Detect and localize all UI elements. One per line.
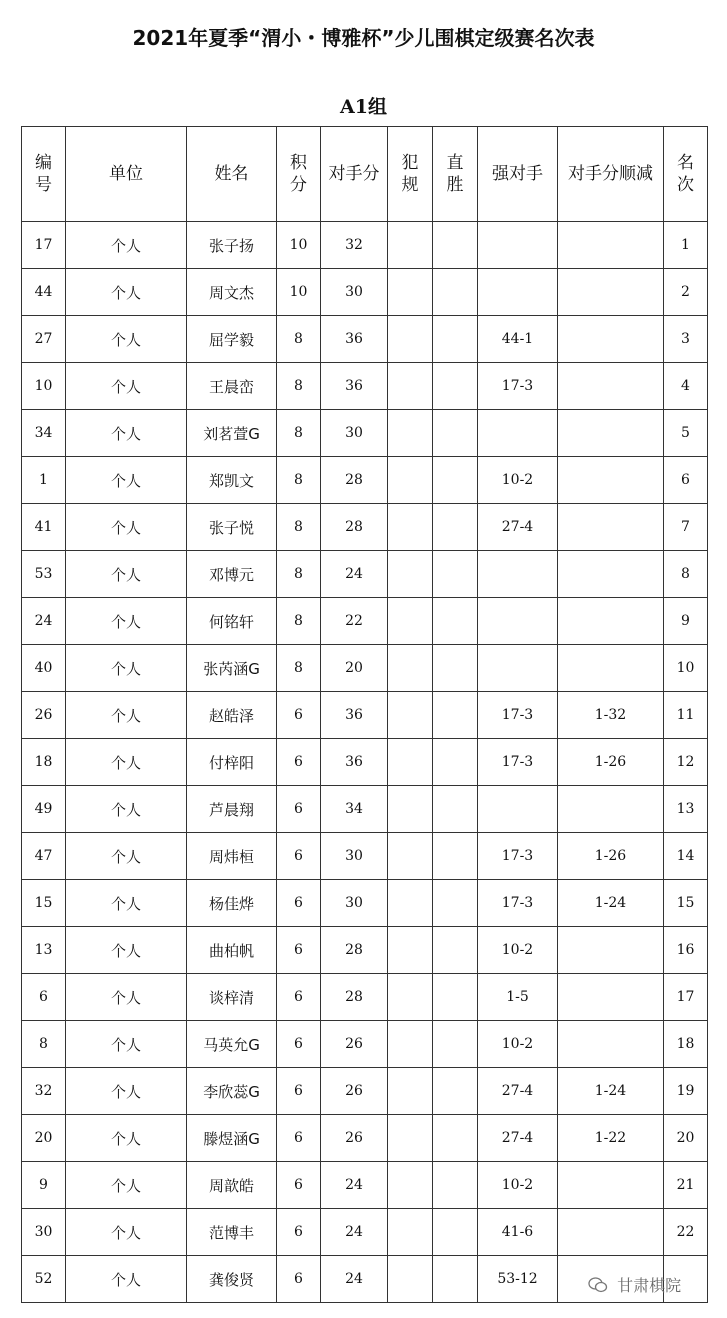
cell-oppdesc (558, 598, 664, 645)
group-title: A1组 (340, 96, 387, 118)
cell-rank: 7 (664, 504, 708, 551)
cell-unit: 个人 (66, 974, 187, 1021)
cell-unit: 个人 (66, 222, 187, 269)
cell-unit: 个人 (66, 363, 187, 410)
cell-strong: 17-3 (478, 833, 558, 880)
cell-num: 1 (22, 457, 66, 504)
cell-rank: 11 (664, 692, 708, 739)
table-row (22, 1021, 708, 1068)
cell-score: 8 (277, 504, 321, 551)
cell-strong: 44-1 (478, 316, 558, 363)
cell-opp: 28 (321, 504, 388, 551)
table-row (22, 551, 708, 598)
cell-direct (433, 598, 478, 645)
cell-oppdesc (558, 410, 664, 457)
header-rank: 名 次 (664, 127, 708, 222)
cell-direct (433, 269, 478, 316)
header-direct-win: 直 胜 (433, 127, 478, 222)
cell-oppdesc (558, 316, 664, 363)
table-row (22, 1162, 708, 1209)
cell-foul (388, 1162, 433, 1209)
cell-score: 8 (277, 410, 321, 457)
cell-strong (478, 269, 558, 316)
cell-unit: 个人 (66, 457, 187, 504)
cell-num: 18 (22, 739, 66, 786)
cell-score: 8 (277, 551, 321, 598)
cell-unit: 个人 (66, 269, 187, 316)
table-row (22, 1209, 708, 1256)
cell-direct (433, 1209, 478, 1256)
cell-rank: 22 (664, 1209, 708, 1256)
cell-oppdesc: 1-26 (558, 833, 664, 880)
cell-score: 10 (277, 269, 321, 316)
table-row (22, 363, 708, 410)
cell-oppdesc (558, 269, 664, 316)
cell-opp: 24 (321, 1256, 388, 1303)
cell-foul (388, 1209, 433, 1256)
cell-strong: 10-2 (478, 1021, 558, 1068)
cell-name: 郑凯文 (187, 457, 277, 504)
cell-score: 6 (277, 974, 321, 1021)
cell-score: 6 (277, 1256, 321, 1303)
cell-strong: 41-6 (478, 1209, 558, 1256)
cell-direct (433, 1021, 478, 1068)
cell-num: 32 (22, 1068, 66, 1115)
cell-name: 谈梓清 (187, 974, 277, 1021)
cell-name: 付梓阳 (187, 739, 277, 786)
cell-oppdesc (558, 504, 664, 551)
cell-num: 30 (22, 1209, 66, 1256)
cell-name: 王晨峦 (187, 363, 277, 410)
cell-oppdesc (558, 1209, 664, 1256)
header-name: 姓名 (187, 127, 277, 222)
cell-rank: 13 (664, 786, 708, 833)
cell-unit: 个人 (66, 598, 187, 645)
cell-opp: 26 (321, 1068, 388, 1115)
cell-score: 8 (277, 457, 321, 504)
cell-foul (388, 833, 433, 880)
table-row (22, 927, 708, 974)
cell-strong: 17-3 (478, 692, 558, 739)
header-foul: 犯 规 (388, 127, 433, 222)
cell-opp: 36 (321, 692, 388, 739)
cell-num: 26 (22, 692, 66, 739)
cell-unit: 个人 (66, 1209, 187, 1256)
cell-num: 6 (22, 974, 66, 1021)
cell-score: 8 (277, 316, 321, 363)
ranking-table (21, 126, 708, 1303)
cell-foul (388, 222, 433, 269)
cell-name: 范博丰 (187, 1209, 277, 1256)
cell-rank: 14 (664, 833, 708, 880)
cell-num: 27 (22, 316, 66, 363)
cell-name: 杨佳烨 (187, 880, 277, 927)
cell-num: 15 (22, 880, 66, 927)
cell-oppdesc (558, 786, 664, 833)
cell-name: 屈学毅 (187, 316, 277, 363)
cell-foul (388, 692, 433, 739)
cell-strong: 10-2 (478, 457, 558, 504)
header-opponent-score-desc: 对手分顺减 (558, 127, 664, 222)
cell-score: 6 (277, 1162, 321, 1209)
cell-oppdesc: 1-32 (558, 692, 664, 739)
cell-name: 马英允G (187, 1021, 277, 1068)
cell-num: 52 (22, 1256, 66, 1303)
cell-unit: 个人 (66, 504, 187, 551)
header-num: 编 号 (22, 127, 66, 222)
cell-oppdesc: 1-26 (558, 739, 664, 786)
cell-unit: 个人 (66, 645, 187, 692)
cell-oppdesc: 1-24 (558, 1068, 664, 1115)
cell-foul (388, 504, 433, 551)
cell-score: 6 (277, 1115, 321, 1162)
cell-unit: 个人 (66, 1068, 187, 1115)
cell-oppdesc (558, 551, 664, 598)
cell-rank: 5 (664, 410, 708, 457)
cell-name: 龚俊贤 (187, 1256, 277, 1303)
cell-foul (388, 269, 433, 316)
cell-name: 周文杰 (187, 269, 277, 316)
cell-foul (388, 457, 433, 504)
cell-rank: 19 (664, 1068, 708, 1115)
cell-direct (433, 739, 478, 786)
cell-opp: 28 (321, 927, 388, 974)
cell-direct (433, 927, 478, 974)
cell-foul (388, 410, 433, 457)
cell-name: 李欣蕊G (187, 1068, 277, 1115)
cell-unit: 个人 (66, 880, 187, 927)
cell-num: 24 (22, 598, 66, 645)
header-opponent-score: 对手分 (321, 127, 388, 222)
cell-opp: 30 (321, 410, 388, 457)
cell-rank: 20 (664, 1115, 708, 1162)
cell-strong: 10-2 (478, 1162, 558, 1209)
cell-score: 10 (277, 222, 321, 269)
cell-unit: 个人 (66, 1115, 187, 1162)
cell-oppdesc: 1-22 (558, 1115, 664, 1162)
page-title: 2021年夏季“渭小・博雅杯”少儿围棋定级赛名次表 (132, 26, 595, 50)
cell-strong: 17-3 (478, 739, 558, 786)
cell-score: 6 (277, 1021, 321, 1068)
table-header-row (22, 127, 708, 222)
cell-strong: 53-12 (478, 1256, 558, 1303)
cell-foul (388, 1068, 433, 1115)
header-score: 积 分 (277, 127, 321, 222)
cell-oppdesc: 1-24 (558, 880, 664, 927)
cell-foul (388, 1021, 433, 1068)
cell-score: 6 (277, 786, 321, 833)
cell-score: 6 (277, 1068, 321, 1115)
cell-score: 6 (277, 833, 321, 880)
cell-rank: 6 (664, 457, 708, 504)
cell-rank: 17 (664, 974, 708, 1021)
cell-rank: 15 (664, 880, 708, 927)
cell-name: 赵皓泽 (187, 692, 277, 739)
cell-name: 滕煜涵G (187, 1115, 277, 1162)
watermark-text: 甘肃棋院 (617, 1276, 682, 1295)
cell-direct (433, 551, 478, 598)
cell-oppdesc (558, 1021, 664, 1068)
cell-direct (433, 316, 478, 363)
cell-strong: 10-2 (478, 927, 558, 974)
cell-opp: 24 (321, 551, 388, 598)
cell-strong: 27-4 (478, 1115, 558, 1162)
cell-unit: 个人 (66, 551, 187, 598)
wechat-icon (588, 1277, 608, 1293)
cell-opp: 24 (321, 1209, 388, 1256)
cell-unit: 个人 (66, 1256, 187, 1303)
cell-rank: 10 (664, 645, 708, 692)
cell-name: 何铭轩 (187, 598, 277, 645)
cell-name: 张子扬 (187, 222, 277, 269)
cell-name: 刘茗萱G (187, 410, 277, 457)
cell-foul (388, 645, 433, 692)
cell-direct (433, 1115, 478, 1162)
cell-unit: 个人 (66, 786, 187, 833)
cell-strong (478, 645, 558, 692)
header-strong-opponent: 强对手 (478, 127, 558, 222)
cell-foul (388, 786, 433, 833)
cell-opp: 22 (321, 598, 388, 645)
cell-num: 9 (22, 1162, 66, 1209)
cell-rank: 8 (664, 551, 708, 598)
table-row (22, 457, 708, 504)
cell-foul (388, 551, 433, 598)
cell-score: 6 (277, 1209, 321, 1256)
cell-score: 8 (277, 645, 321, 692)
cell-num: 17 (22, 222, 66, 269)
cell-foul (388, 927, 433, 974)
cell-num: 44 (22, 269, 66, 316)
cell-foul (388, 598, 433, 645)
cell-oppdesc (558, 974, 664, 1021)
cell-strong: 17-3 (478, 363, 558, 410)
cell-strong (478, 786, 558, 833)
cell-name: 张子悦 (187, 504, 277, 551)
table-row (22, 786, 708, 833)
cell-direct (433, 692, 478, 739)
cell-num: 8 (22, 1021, 66, 1068)
cell-oppdesc (558, 645, 664, 692)
cell-num: 20 (22, 1115, 66, 1162)
cell-opp: 32 (321, 222, 388, 269)
cell-opp: 20 (321, 645, 388, 692)
cell-rank: 1 (664, 222, 708, 269)
cell-strong: 17-3 (478, 880, 558, 927)
cell-opp: 36 (321, 316, 388, 363)
cell-opp: 30 (321, 269, 388, 316)
table-row (22, 880, 708, 927)
cell-rank: 3 (664, 316, 708, 363)
cell-num: 53 (22, 551, 66, 598)
cell-direct (433, 786, 478, 833)
table-row (22, 1115, 708, 1162)
cell-unit: 个人 (66, 927, 187, 974)
cell-opp: 30 (321, 880, 388, 927)
watermark (588, 1273, 681, 1296)
cell-num: 41 (22, 504, 66, 551)
cell-name: 邓博元 (187, 551, 277, 598)
cell-name: 芦晨翔 (187, 786, 277, 833)
cell-score: 6 (277, 927, 321, 974)
cell-score: 6 (277, 880, 321, 927)
table-row (22, 269, 708, 316)
cell-opp: 28 (321, 974, 388, 1021)
cell-score: 8 (277, 598, 321, 645)
header-unit: 单位 (66, 127, 187, 222)
cell-strong: 1-5 (478, 974, 558, 1021)
cell-rank: 2 (664, 269, 708, 316)
cell-foul (388, 1256, 433, 1303)
cell-opp: 28 (321, 457, 388, 504)
cell-rank: 9 (664, 598, 708, 645)
table-row (22, 316, 708, 363)
cell-foul (388, 880, 433, 927)
table-row (22, 410, 708, 457)
cell-opp: 24 (321, 1162, 388, 1209)
table-body (22, 222, 708, 1303)
cell-unit: 个人 (66, 692, 187, 739)
cell-opp: 26 (321, 1115, 388, 1162)
cell-strong: 27-4 (478, 504, 558, 551)
cell-opp: 34 (321, 786, 388, 833)
cell-opp: 30 (321, 833, 388, 880)
cell-foul (388, 316, 433, 363)
cell-name: 张芮涵G (187, 645, 277, 692)
cell-direct (433, 1068, 478, 1115)
cell-foul (388, 974, 433, 1021)
cell-foul (388, 363, 433, 410)
cell-unit: 个人 (66, 739, 187, 786)
cell-direct (433, 457, 478, 504)
cell-num: 47 (22, 833, 66, 880)
cell-direct (433, 974, 478, 1021)
cell-strong (478, 410, 558, 457)
cell-num: 13 (22, 927, 66, 974)
table-row (22, 645, 708, 692)
table-row (22, 974, 708, 1021)
cell-direct (433, 504, 478, 551)
cell-name: 曲柏帆 (187, 927, 277, 974)
cell-num: 49 (22, 786, 66, 833)
cell-oppdesc (558, 927, 664, 974)
cell-rank: 18 (664, 1021, 708, 1068)
table-row (22, 1068, 708, 1115)
cell-direct (433, 833, 478, 880)
cell-direct (433, 363, 478, 410)
cell-opp: 36 (321, 363, 388, 410)
cell-strong (478, 222, 558, 269)
cell-score: 6 (277, 692, 321, 739)
cell-direct (433, 410, 478, 457)
cell-unit: 个人 (66, 833, 187, 880)
cell-unit: 个人 (66, 316, 187, 363)
cell-name: 周炜桓 (187, 833, 277, 880)
cell-oppdesc (558, 222, 664, 269)
cell-rank: 12 (664, 739, 708, 786)
cell-rank: 4 (664, 363, 708, 410)
cell-unit: 个人 (66, 1162, 187, 1209)
cell-opp: 26 (321, 1021, 388, 1068)
table-row (22, 833, 708, 880)
table-row (22, 598, 708, 645)
cell-score: 6 (277, 739, 321, 786)
cell-direct (433, 880, 478, 927)
cell-score: 8 (277, 363, 321, 410)
cell-strong: 27-4 (478, 1068, 558, 1115)
cell-foul (388, 1115, 433, 1162)
cell-strong (478, 598, 558, 645)
cell-oppdesc (558, 363, 664, 410)
cell-oppdesc (558, 457, 664, 504)
cell-num: 34 (22, 410, 66, 457)
cell-direct (433, 1162, 478, 1209)
table-row (22, 739, 708, 786)
table-row (22, 222, 708, 269)
cell-opp: 36 (321, 739, 388, 786)
cell-foul (388, 739, 433, 786)
cell-strong (478, 551, 558, 598)
cell-name: 周歆皓 (187, 1162, 277, 1209)
table-row (22, 504, 708, 551)
cell-unit: 个人 (66, 410, 187, 457)
cell-oppdesc (558, 1162, 664, 1209)
cell-unit: 个人 (66, 1021, 187, 1068)
cell-rank: 16 (664, 927, 708, 974)
cell-direct (433, 645, 478, 692)
cell-direct (433, 222, 478, 269)
cell-direct (433, 1256, 478, 1303)
cell-num: 40 (22, 645, 66, 692)
cell-rank: 21 (664, 1162, 708, 1209)
table-row (22, 692, 708, 739)
cell-num: 10 (22, 363, 66, 410)
